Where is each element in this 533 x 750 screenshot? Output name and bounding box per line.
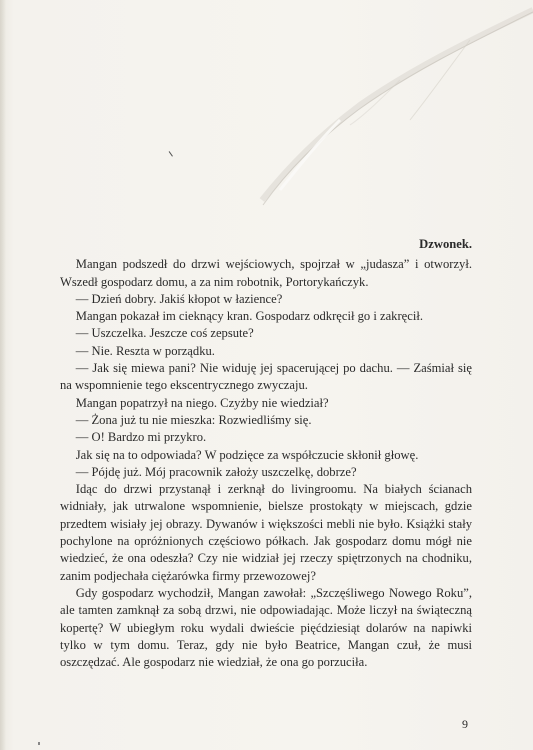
- section-title: Dzwonek.: [419, 237, 472, 251]
- paragraph: — Pójdę już. Mój pracownik założy uszczelkę, dobrze?: [75, 464, 357, 479]
- stray-mark: [38, 742, 40, 745]
- paragraph: Mangan popatrzył na niego. Czyżby nie wiedział?: [75, 395, 329, 410]
- paragraph: — Uszczelka. Jeszcze coś zepsute?: [75, 326, 254, 341]
- paragraph: Mangan podszedł do drzwi wejściowych, spojrzał w „judasza” i otworzył. Wszedł gospodarz domu, a za nim robotnik, Portorykańczyk.: [60, 257, 472, 289]
- chapter-text: [60, 236, 472, 671]
- paragraph: Idąc do drzwi przystanął i zerknął do livingroomu. Na białych ścianach widniały, jak utrwalone wspomnienie, bielsze prostokąty w miejscach, gdzie przedtem wisiały jej obrazy. Dywanów i większości mebli nie było. Książki stały pochylone na opróżnionych częściowo półkach. Jak gospodarz domu mógł nie wiedzieć, że ona odeszła? Czy nie widział jej rzeczy spiętrzonych na chodniku, zanim podjechała ciężarówka firmy przewozowej?: [60, 482, 472, 583]
- page-number: 9: [462, 717, 468, 731]
- paragraph: — Żona już tu nie mieszka: Rozwiedliśmy się.: [75, 412, 312, 427]
- paragraph: — Nie. Reszta w porządku.: [75, 343, 215, 358]
- paragraph: — O! Bardzo mi przykro.: [75, 430, 207, 445]
- paper-crease: [0, 0, 533, 260]
- paragraph: — Dzień dobry. Jakiś kłopot w łazience?: [75, 291, 283, 306]
- paragraph: Gdy gospodarz wychodził, Mangan zawołał: „Szczęśliwego Nowego Roku”, ale tamten zamknął za sobą drzwi, nie odpowiadając. Może liczył na świąteczną kopertę? W ubiegłym roku wydali dwieście pięćdziesiąt dolarów na napiwki tylko w tym domu. Teraz, gdy nie było Beatrice, Mangan czuł, że musi oszczędzać. Ale gospodarz nie wiedział, że ona go porzuciła.: [60, 585, 472, 670]
- paragraph: Jak się na to odpowiada? W podzięce za współczucie skłonił głowę.: [75, 447, 419, 462]
- paragraph: — Jak się miewa pani? Nie widuję jej spacerującej po dachu. — Zaśmiał się na wspomnienie tego ekscentrycznego zwyczaju.: [60, 361, 472, 393]
- paragraph: Mangan pokazał im cieknący kran. Gospodarz odkręcił go i zakręcił.: [75, 309, 423, 324]
